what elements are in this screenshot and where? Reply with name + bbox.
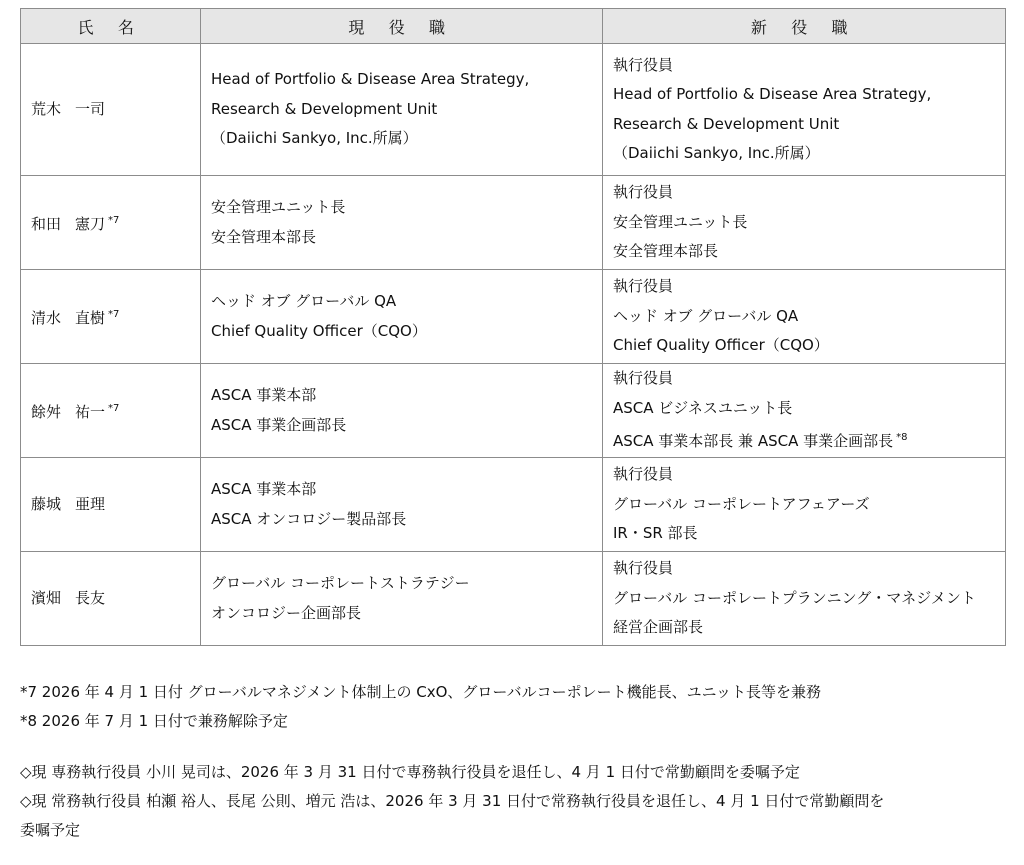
table-row: [21, 44, 1006, 176]
footnote-mark: *7: [108, 402, 120, 414]
position-line: [211, 95, 592, 125]
position-text: 経営企画部長: [613, 618, 704, 637]
table-row: [21, 270, 1006, 364]
officer-given-name: 一司: [75, 99, 106, 118]
officer-family-name: 和田: [31, 214, 62, 233]
position-text: 執行役員: [613, 369, 674, 388]
position-line: [613, 519, 995, 549]
position-text: ヘッド オブ グローバル QA: [211, 292, 397, 310]
position-line: [613, 364, 995, 394]
footnote-8: *8 2026 年 7 月 1 日付で兼務解除予定: [20, 712, 288, 730]
officer-given-name: 憲刀: [75, 214, 106, 233]
cell-new-position: [603, 364, 1006, 458]
position-text: ASCA オンコロジー製品部長: [211, 509, 407, 528]
cell-officer-name: [21, 44, 201, 176]
position-line: [211, 124, 592, 154]
position-line: [211, 287, 592, 317]
position-text: Head of Portfolio & Disease Area Strategy,: [613, 85, 932, 103]
table-header-row: [21, 9, 1006, 44]
position-line: [211, 569, 592, 599]
position-line: [613, 51, 995, 81]
cell-current-position: [201, 458, 603, 552]
position-text: IR・SR 部長: [613, 524, 698, 543]
position-text: （Daiichi Sankyo, Inc.所属）: [211, 129, 418, 148]
footnote-mark: *7: [108, 214, 120, 226]
position-text: Head of Portfolio & Disease Area Strategy,: [211, 70, 530, 89]
header-current-position: 現 役 職: [201, 9, 603, 44]
cell-officer-name: [21, 270, 201, 364]
position-line: [613, 272, 995, 302]
position-line: [613, 331, 995, 361]
position-text: ASCA 事業本部: [211, 386, 317, 404]
cell-new-position: [603, 270, 1006, 364]
table-row: [21, 458, 1006, 552]
position-line: [613, 302, 995, 332]
position-line: [613, 490, 995, 520]
position-line: [211, 381, 592, 411]
position-line: [613, 139, 995, 169]
table-row: [21, 552, 1006, 646]
cell-current-position: [201, 270, 603, 364]
officer-family-name: 餘舛: [31, 402, 62, 421]
position-text: Chief Quality Officer（CQO）: [211, 321, 427, 340]
announcement-senior-executive: ◇現 専務執行役員 小川 晃司は、2026 年 3 月 31 日付で専務執行役員を退任し、4 月 1 日付で常勤顧問を委嘱予定: [20, 763, 800, 781]
position-text: ASCA 事業本部長 兼 ASCA 事業企画部長: [613, 432, 894, 451]
cell-officer-name: [21, 176, 201, 270]
notes-section: [20, 678, 1010, 845]
announcement-managing-executives: ◇現 常務執行役員 柏瀬 裕人、長尾 公則、増元 浩は、2026 年 3 月 31 日付で常務執行役員を退任し、4 月 1 日付で常勤顧問を: [20, 792, 885, 810]
position-line: [613, 394, 995, 424]
officer-given-name: 長友: [75, 588, 106, 607]
position-line: [613, 613, 995, 643]
position-text: 執行役員: [613, 277, 674, 296]
position-text: 執行役員: [613, 183, 674, 202]
position-text: ASCA 事業企画部長: [211, 415, 347, 434]
position-line: [211, 223, 592, 253]
officer-given-name: 亜理: [75, 494, 106, 513]
officer-given-name: 直樹: [75, 308, 106, 327]
position-text: Chief Quality Officer（CQO）: [613, 336, 829, 355]
footnote-mark: *8: [896, 432, 908, 444]
position-text: 安全管理ユニット長: [211, 198, 346, 216]
position-text: 安全管理本部長: [613, 242, 719, 261]
table-row: [21, 364, 1006, 458]
footnote-7: *7 2026 年 4 月 1 日付 グローバルマネジメント体制上の CxO、グローバルコーポレート機能長、ユニット長等を兼務: [20, 683, 822, 701]
position-line: [613, 237, 995, 267]
officer-change-table: [20, 8, 1006, 646]
position-line: [613, 208, 995, 238]
cell-new-position: [603, 176, 1006, 270]
position-text: グローバル コーポレートプランニング・マネジメント: [613, 588, 976, 607]
position-line: [613, 80, 995, 110]
officer-given-name: 祐一: [75, 402, 106, 421]
officer-family-name: 清水: [31, 308, 62, 327]
position-line: [211, 599, 592, 629]
position-text: グローバル コーポレートストラテジー: [211, 574, 470, 592]
table-row: [21, 176, 1006, 270]
position-line: [211, 193, 592, 223]
position-text: Research & Development Unit: [613, 114, 840, 133]
position-line: [613, 584, 995, 614]
position-text: グローバル コーポレートアフェアーズ: [613, 494, 870, 513]
position-line: [211, 475, 592, 505]
position-text: ASCA ビジネスユニット長: [613, 398, 793, 417]
header-new-position: 新 役 職: [603, 9, 1006, 44]
position-text: ASCA 事業本部: [211, 480, 317, 498]
footnote-mark: *7: [108, 308, 120, 320]
announcement-managing-executives-cont: 委嘱予定: [20, 821, 81, 839]
position-text: 執行役員: [613, 559, 674, 578]
position-line: [211, 505, 592, 535]
position-text: 執行役員: [613, 55, 674, 74]
cell-current-position: [201, 176, 603, 270]
officer-family-name: 藤城: [31, 494, 62, 513]
position-line: [211, 411, 592, 441]
cell-new-position: [603, 458, 1006, 552]
position-text: Research & Development Unit: [211, 99, 438, 118]
position-line: [613, 460, 995, 490]
position-text: オンコロジー企画部長: [211, 603, 362, 622]
officer-family-name: 荒木: [31, 99, 62, 118]
cell-current-position: [201, 552, 603, 646]
position-line: [613, 423, 995, 457]
cell-current-position: [201, 44, 603, 176]
header-name: 氏 名: [21, 9, 201, 44]
cell-new-position: [603, 552, 1006, 646]
cell-officer-name: [21, 458, 201, 552]
cell-new-position: [603, 44, 1006, 176]
officer-family-name: 濱畑: [31, 588, 62, 607]
cell-current-position: [201, 364, 603, 458]
cell-officer-name: [21, 364, 201, 458]
position-text: 安全管理本部長: [211, 227, 317, 246]
position-text: 執行役員: [613, 465, 674, 484]
position-line: [211, 317, 592, 347]
cell-officer-name: [21, 552, 201, 646]
position-line: [613, 110, 995, 140]
position-text: ヘッド オブ グローバル QA: [613, 306, 799, 325]
position-line: [211, 65, 592, 95]
position-line: [613, 178, 995, 208]
position-line: [613, 554, 995, 584]
position-text: （Daiichi Sankyo, Inc.所属）: [613, 144, 820, 162]
position-text: 安全管理ユニット長: [613, 212, 748, 231]
